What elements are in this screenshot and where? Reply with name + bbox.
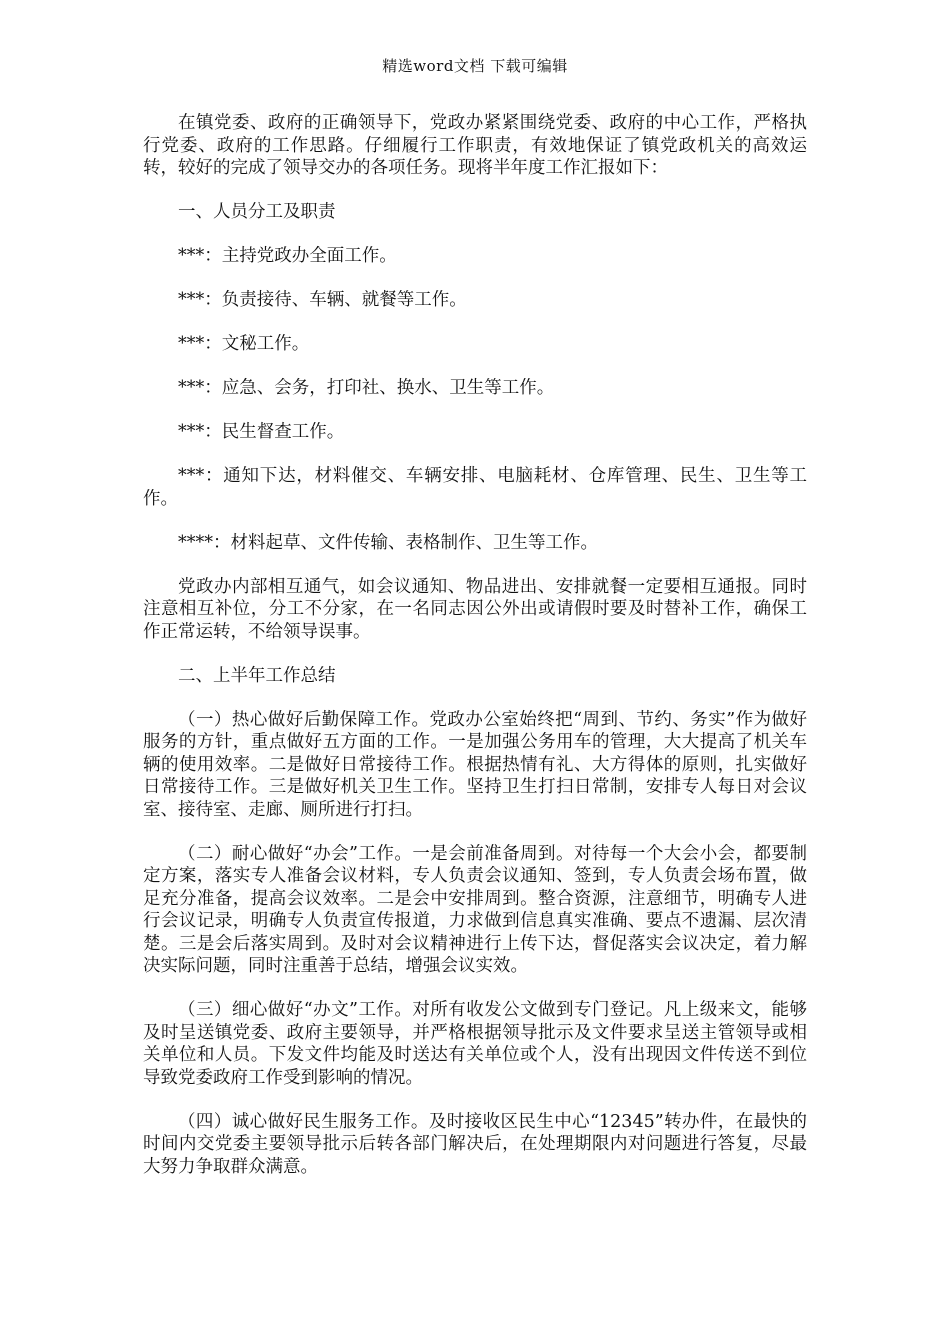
coordination-paragraph: 党政办内部相互通气，如会议通知、物品进出、安排就餐一定要相互通报。同时注意相互补位，分工不分家，在一名同志因公外出或请假时要及时替补工作，确保工作正常运转，不给领导误事。 [143, 576, 807, 642]
duty-item: ***：民生督查工作。 [178, 422, 345, 442]
duty-item: ***：主持党政办全面工作。 [178, 246, 397, 266]
duty-item: ****：材料起草、文件传输、表格制作、卫生等工作。 [178, 532, 598, 553]
summary-item-documents: （三）细心做好“办文”工作。对所有收发公文做到专门登记。凡上级来文，能够及时呈送镇党委、政府主要领导，并严格根据领导批示及文件要求呈送主管领导或相关单位和人员。下发文件均能及时送达有关单位或个人，没有出现因文件传送不到位导致党委政府工作受到影响的情况。 [143, 1000, 807, 1088]
section-heading-staff-duties: 一、人员分工及职责 [178, 202, 336, 222]
duty-item: ***：文秘工作。 [178, 334, 310, 354]
intro-paragraph: 在镇党委、政府的正确领导下，党政办紧紧围绕党委、政府的中心工作，严格执行党委、政府的工作思路。仔细履行工作职责，有效地保证了镇党政机关的高效运转，较好的完成了领导交办的各项任务。现将半年度工作汇报如下： [143, 113, 807, 178]
summary-item-public-service: （四）诚心做好民生服务工作。及时接收区民生中心“12345”转办件，在最快的时间内交党委主要领导批示后转各部门解决后，在处理期限内对问题进行答复，尽最大努力争取群众满意。 [143, 1111, 807, 1177]
summary-item-meetings: （二）耐心做好“办会”工作。一是会前准备周到。对待每一个大会小会，都要制定方案，落实专人准备会议材料，专人负责会议通知、签到，专人负责会场布置，做足充分准备，提高会议效率。二是会中安排周到。整合资源，注意细节，明确专人进行会议记录，明确专人负责宣传报道，力求做到信息真实准确、要点不遗漏、层次清楚。三是会后落实周到。及时对会议精神进行上传下达，督促落实会议决定，着力解决实际问题，同时注重善于总结，增强会议实效。 [143, 843, 807, 976]
duty-item: ***：通知下达，材料催交、车辆安排、电脑耗材、仓库管理、民生、卫生等工作。 [143, 466, 807, 509]
document-body [143, 112, 807, 1178]
section-heading-summary: 二、上半年工作总结 [178, 665, 336, 686]
duty-item: ***：应急、会务，打印社、换水、卫生等工作。 [178, 378, 555, 398]
page-header: 精选word文档 下载可编辑 [382, 57, 568, 75]
summary-item-logistics: （一）热心做好后勤保障工作。党政办公室始终把“周到、节约、务实”作为做好服务的方针，重点做好五方面的工作。一是加强公务用车的管理，大大提高了机关车辆的使用效率。二是做好日常接待工作。根据热情有礼、大方得体的原则，扎实做好日常接待工作。三是做好机关卫生工作。坚持卫生打扫日常制，安排专人每日对会议室、接待室、走廊、厕所进行打扫。 [143, 709, 807, 820]
duty-item: ***：负责接待、车辆、就餐等工作。 [178, 290, 467, 310]
